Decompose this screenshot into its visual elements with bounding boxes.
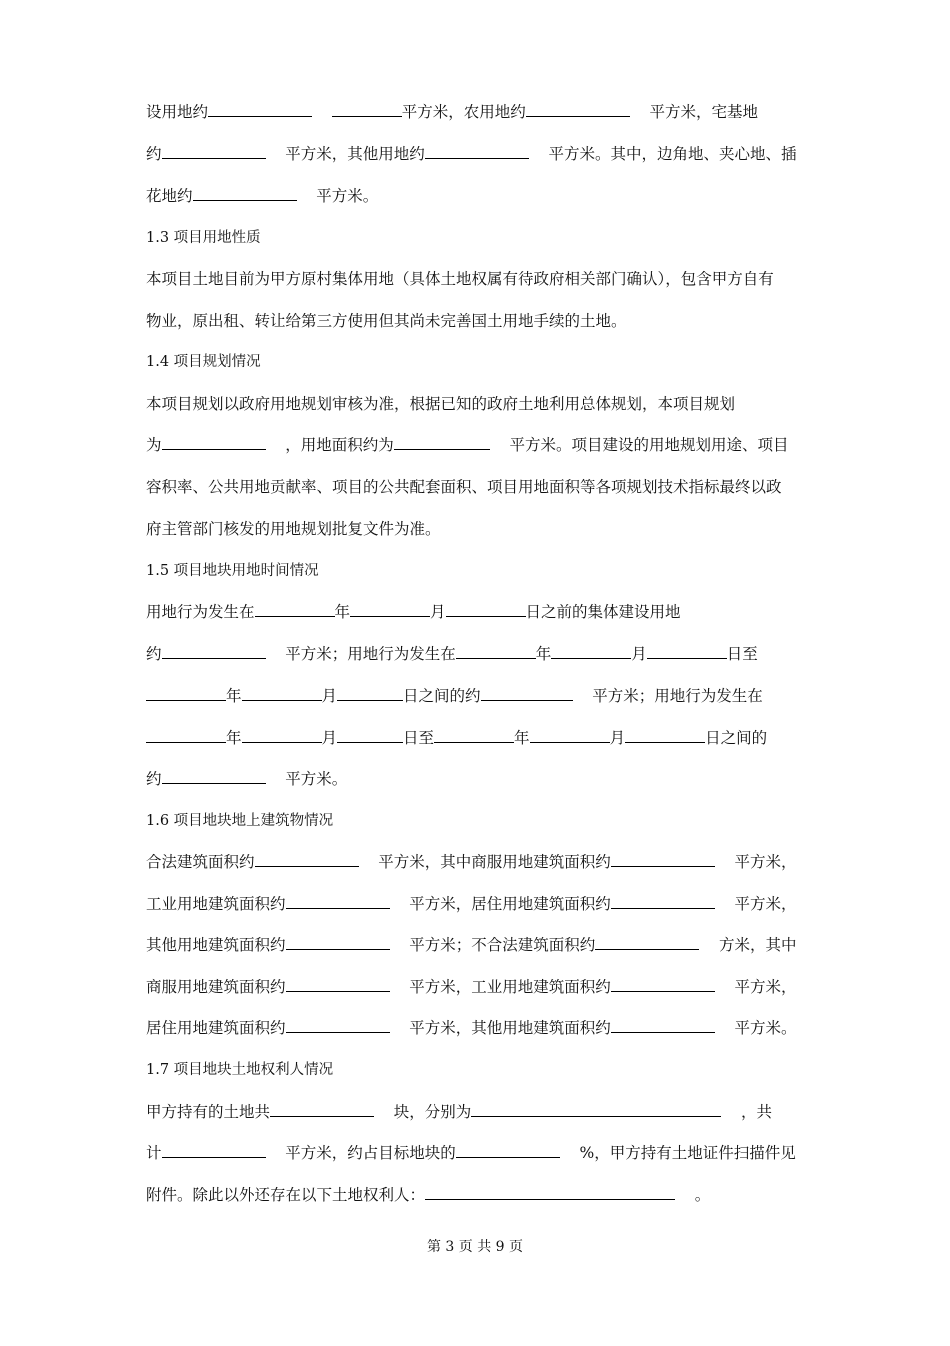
text-segment: 平方米，约占目标地块的 [285, 1144, 456, 1162]
text-segment: 平方米。项目建设的用地规划用途、项目 [509, 436, 789, 454]
text-segment: 日至 [403, 729, 435, 747]
text-segment: 容积率、公共用地贡献率、项目的公共配套面积、项目用地面积等各项规划技术指标最终以政 [146, 478, 782, 496]
text-segment: 年 [226, 729, 242, 747]
blank-field[interactable] [425, 1185, 675, 1200]
text-line [146, 310, 627, 332]
text-line [146, 143, 796, 165]
blank-field[interactable] [286, 935, 390, 950]
text-segment: 平方米，其中商服用地建筑面积约 [378, 853, 611, 871]
text-line [146, 934, 796, 956]
text-line [146, 518, 441, 540]
blank-field[interactable] [337, 686, 403, 701]
text-segment: ，用地面积约为 [285, 436, 394, 454]
blank-field[interactable] [242, 686, 322, 701]
blank-field[interactable] [456, 1143, 560, 1158]
text-segment: ，共 [740, 1103, 772, 1121]
text-segment: 平方米，居住用地建筑面积约 [409, 895, 611, 913]
section-heading [146, 1059, 333, 1081]
text-segment: 平方米；用地行为发生在 [285, 645, 456, 663]
text-segment: 平方米， [734, 895, 797, 913]
blank-field[interactable] [162, 435, 266, 450]
text-line [146, 268, 774, 290]
blank-field[interactable] [146, 728, 226, 743]
blank-field[interactable] [208, 102, 312, 117]
text-segment: 平方米， [734, 978, 797, 996]
text-segment: 平方米， [734, 853, 797, 871]
blank-field[interactable] [286, 894, 390, 909]
text-line [146, 976, 796, 998]
blank-field[interactable] [530, 728, 610, 743]
blank-field[interactable] [446, 602, 526, 617]
text-segment: 花地约 [146, 187, 193, 205]
blank-field[interactable] [332, 102, 402, 117]
text-segment: 府主管部门核发的用地规划批复文件为准。 [146, 520, 441, 538]
blank-field[interactable] [526, 102, 630, 117]
text-segment: 平方米，农用地约 [401, 103, 526, 121]
blank-field[interactable] [611, 977, 715, 992]
text-segment: 日之间的 [705, 729, 768, 747]
text-line [146, 893, 796, 915]
text-line [146, 685, 763, 707]
blank-field[interactable] [162, 1143, 266, 1158]
heading-text: 1.6 项目地块地上建筑物情况 [146, 813, 334, 829]
blank-field[interactable] [255, 852, 359, 867]
text-segment: 日之间的约 [403, 687, 481, 705]
text-line [146, 851, 796, 873]
text-segment: 方米，其中 [718, 936, 797, 954]
text-line [146, 1184, 710, 1206]
blank-field[interactable] [434, 728, 514, 743]
text-segment: 日至 [726, 645, 758, 663]
heading-text: 1.3 项目用地性质 [146, 230, 261, 246]
blank-field[interactable] [611, 894, 715, 909]
blank-field[interactable] [350, 602, 430, 617]
blank-field[interactable] [286, 977, 390, 992]
text-segment: 平方米。 [734, 1019, 797, 1037]
text-line [146, 101, 758, 123]
text-line [146, 643, 758, 665]
heading-text: 1.4 项目规划情况 [146, 354, 261, 370]
text-segment: 月 [430, 603, 446, 621]
text-segment: 约 [146, 645, 162, 663]
text-segment: %，甲方持有土地证件扫描件见 [579, 1144, 796, 1162]
blank-field[interactable] [471, 1102, 721, 1117]
text-line [146, 601, 681, 623]
text-segment: 计 [146, 1144, 162, 1162]
text-segment: 平方米，工业用地建筑面积约 [409, 978, 611, 996]
blank-field[interactable] [255, 602, 335, 617]
text-segment: 平方米；用地行为发生在 [592, 687, 763, 705]
blank-field[interactable] [146, 686, 226, 701]
section-heading [146, 560, 319, 582]
blank-field[interactable] [456, 644, 536, 659]
text-segment: 平方米。其中，边角地、夹心地、插 [548, 145, 797, 163]
blank-field[interactable] [551, 644, 631, 659]
blank-field[interactable] [193, 186, 297, 201]
blank-field[interactable] [595, 935, 699, 950]
text-segment: 日之前的集体建设用地 [525, 603, 681, 621]
page-footer [0, 1237, 950, 1257]
text-segment: 居住用地建筑面积约 [146, 1019, 286, 1037]
text-segment: 平方米，其他用地建筑面积约 [409, 1019, 611, 1037]
section-heading [146, 810, 333, 832]
text-segment: 本项目规划以政府用地规划审核为准，根据已知的政府土地利用总体规划，本项目规划 [146, 395, 736, 413]
text-line [146, 185, 378, 207]
text-line [146, 1142, 796, 1164]
text-line [146, 434, 788, 456]
text-segment: 月 [321, 687, 338, 705]
heading-text: 1.7 项目地块土地权利人情况 [146, 1062, 334, 1078]
text-segment: 平方米。 [316, 187, 379, 205]
text-segment: 其他用地建筑面积约 [146, 936, 286, 954]
heading-text: 1.5 项目地块用地时间情况 [146, 563, 319, 579]
text-segment: 用地行为发生在 [146, 603, 255, 621]
blank-field[interactable] [162, 769, 266, 784]
blank-field[interactable] [162, 644, 266, 659]
text-segment: 月 [321, 729, 338, 747]
blank-field[interactable] [162, 144, 266, 159]
blank-field[interactable] [286, 1018, 390, 1033]
text-segment: 平方米，其他用地约 [285, 145, 425, 163]
text-segment: 块，分别为 [393, 1103, 472, 1121]
section-heading [146, 227, 261, 249]
text-segment: 年 [514, 729, 530, 747]
blank-field[interactable] [337, 728, 403, 743]
text-segment: 年 [226, 687, 242, 705]
text-segment: 年 [334, 603, 351, 621]
blank-field[interactable] [242, 728, 322, 743]
blank-field[interactable] [625, 728, 705, 743]
text-line [146, 1017, 796, 1039]
text-segment: 为 [146, 436, 162, 454]
blank-field[interactable] [425, 144, 529, 159]
text-segment: 平方米，宅基地 [649, 103, 758, 121]
text-line [146, 393, 735, 415]
text-line [146, 476, 782, 498]
text-segment: 。 [694, 1186, 711, 1204]
text-line [146, 1101, 772, 1123]
text-segment: 甲方持有的土地共 [146, 1103, 271, 1121]
text-segment: 月 [631, 645, 647, 663]
text-segment: 工业用地建筑面积约 [146, 895, 286, 913]
text-line [146, 727, 767, 749]
text-segment: 设用地约 [146, 103, 209, 121]
section-heading [146, 351, 261, 373]
text-segment: 约 [146, 770, 162, 788]
text-segment: 平方米；不合法建筑面积约 [409, 936, 596, 954]
text-segment: 年 [535, 645, 552, 663]
text-segment: 附件。除此以外还存在以下土地权利人： [146, 1186, 426, 1204]
text-line [146, 768, 347, 790]
text-segment: 本项目土地目前为甲方原村集体用地（具体土地权属有待政府相关部门确认），包含甲方自有 [146, 270, 774, 288]
blank-field[interactable] [611, 852, 715, 867]
blank-field[interactable] [394, 435, 490, 450]
text-segment: 平方米。 [285, 770, 348, 788]
blank-field[interactable] [647, 644, 727, 659]
page-number: 第 3 页 共 9 页 [426, 1239, 524, 1255]
text-segment: 物业，原出租、转让给第三方使用但其尚未完善国土用地手续的土地。 [146, 312, 627, 330]
blank-field[interactable] [611, 1018, 715, 1033]
text-segment: 商服用地建筑面积约 [146, 978, 286, 996]
text-segment: 月 [609, 729, 626, 747]
blank-field[interactable] [481, 686, 573, 701]
blank-field[interactable] [270, 1102, 374, 1117]
text-segment: 合法建筑面积约 [146, 853, 255, 871]
text-segment: 约 [146, 145, 162, 163]
